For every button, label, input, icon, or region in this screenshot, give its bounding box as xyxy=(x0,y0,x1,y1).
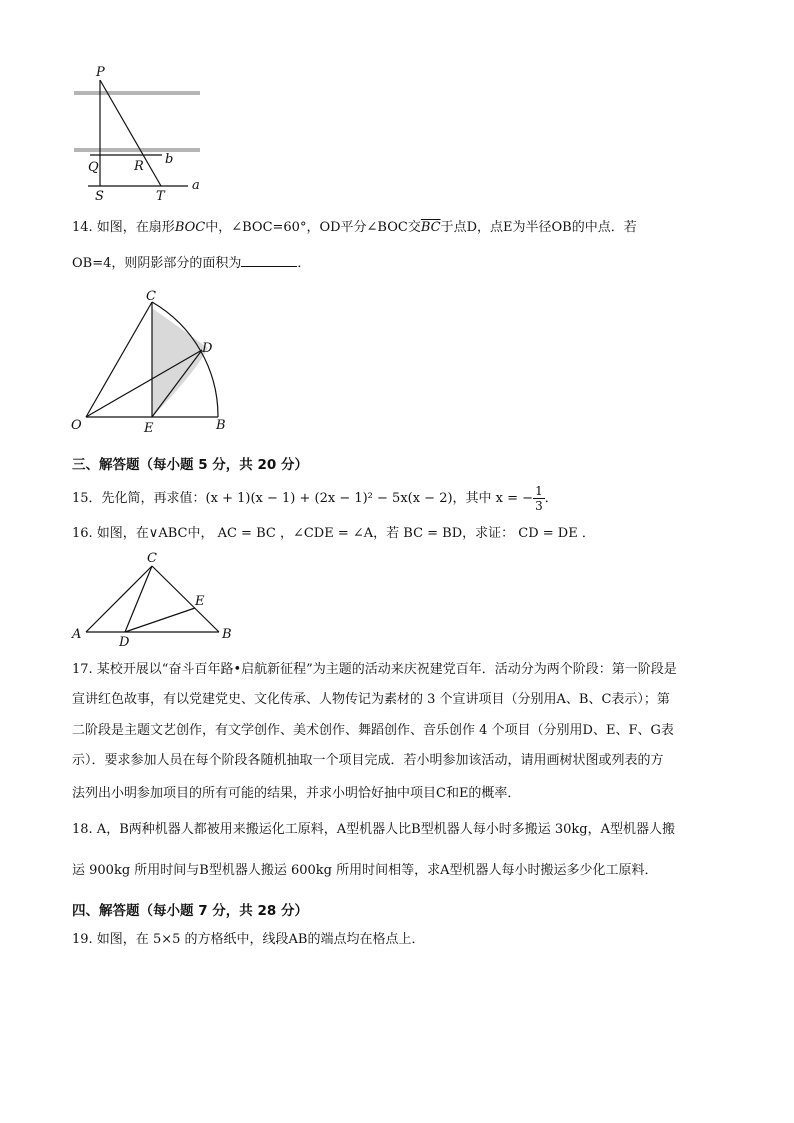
section-3-title: 三、解答题（每小题 5 分，共 20 分） xyxy=(72,457,308,473)
question-19: 19. 如图，在 5×5 的方格纸中，线段AB的端点均在格点上． xyxy=(72,932,425,947)
label-C: C xyxy=(147,551,157,566)
segment-CB xyxy=(152,566,219,632)
label-D: D xyxy=(119,635,130,648)
label-Q: Q xyxy=(88,160,99,175)
segment-PT xyxy=(100,80,161,186)
figure-sector xyxy=(68,282,238,437)
label-O: O xyxy=(71,418,82,433)
question-17-line-5: 法列出小明参加项目的所有可能的结果，并求小明恰好抽中项目C和E的概率． xyxy=(72,786,521,801)
question-18-line-1: 18. A，B两种机器人都被用来搬运化工原料，A型机器人比B型机器人每小时多搬运 30kg，A型机器人搬 xyxy=(72,822,675,837)
q14-arc-bc: $\overline{BC}$ xyxy=(420,220,441,235)
question-16: 16. 如图，在∨ABC中， AC = BC ，∠CDE = ∠A，若 BC = BD，求证： CD = DE ． xyxy=(72,526,595,541)
label-D: D xyxy=(202,341,213,356)
q14-text-e: ． xyxy=(297,256,311,271)
question-17-line-1: 17. 某校开展以“奋斗百年路•启航新征程”为主题的活动来庆祝建党百年．活动分为两个阶段：第一阶段是 xyxy=(72,662,677,677)
answer-blank[interactable] xyxy=(241,254,297,267)
segment-DC xyxy=(125,566,152,632)
segment-DE xyxy=(125,608,195,632)
question-14-line-2 xyxy=(72,254,310,274)
question-15 xyxy=(72,484,558,513)
segment-AC xyxy=(86,566,152,632)
section-4-title: 四、解答题（每小题 7 分，共 28 分） xyxy=(72,903,308,919)
question-17-line-4: 示）．要求参加人员在每个阶段各随机抽取一个项目完成．若小明参加该活动，请用画树状图或列表的方 xyxy=(72,753,664,768)
label-E: E xyxy=(144,421,154,436)
q14-text-a: 14. 如图，在扇形 xyxy=(72,220,175,235)
q15-text: 15．先化简，再求值：(x + 1)(x − 1) + (2x − 1)² − 5x(x − 2)，其中 x = − xyxy=(72,491,534,506)
radius-OC xyxy=(86,302,152,417)
label-b: b xyxy=(165,152,174,167)
question-14-line-1 xyxy=(72,218,637,238)
figure-triangle xyxy=(66,548,246,648)
q14-text-b: 中，∠BOC=60°，OD平分∠BOC交 xyxy=(205,220,421,235)
q14-text-c: 于点D，点E为半径OB的中点．若 xyxy=(440,220,637,235)
q14-math-boc: BOC xyxy=(174,220,206,235)
label-B: B xyxy=(216,418,226,433)
q14-text-d: OB=4，则阴影部分的面积为 xyxy=(72,256,242,271)
figure-parallel-lines xyxy=(70,60,220,205)
question-17-line-2: 宣讲红色故事，有以党建党史、文化传承、人物传记为素材的 3 个宣讲项目（分别用A、B、C表示）；第 xyxy=(72,692,670,707)
label-B: B xyxy=(222,627,232,642)
fraction-one-third xyxy=(533,484,545,513)
fraction-denominator: 3 xyxy=(535,499,543,513)
segment-OD xyxy=(86,350,202,417)
question-18-line-2: 运 900kg 所用时间与B型机器人搬运 600kg 所用时间相等，求A型机器人每小时搬运多少化工原料． xyxy=(72,863,658,878)
label-P: P xyxy=(96,65,105,80)
label-A: A xyxy=(72,627,82,642)
label-a: a xyxy=(192,178,200,193)
label-E: E xyxy=(195,594,205,609)
label-C: C xyxy=(146,289,156,304)
fraction-numerator: 1 xyxy=(535,484,543,498)
q15-text-end: ． xyxy=(544,491,558,506)
label-S: S xyxy=(95,189,104,204)
question-17-line-3: 二阶段是主题文艺创作，有文学创作、美术创作、舞蹈创作、音乐创作 4 个项目（分别用D、E、F、G表 xyxy=(72,723,674,738)
label-R: R xyxy=(134,159,144,174)
label-T: T xyxy=(156,189,165,204)
